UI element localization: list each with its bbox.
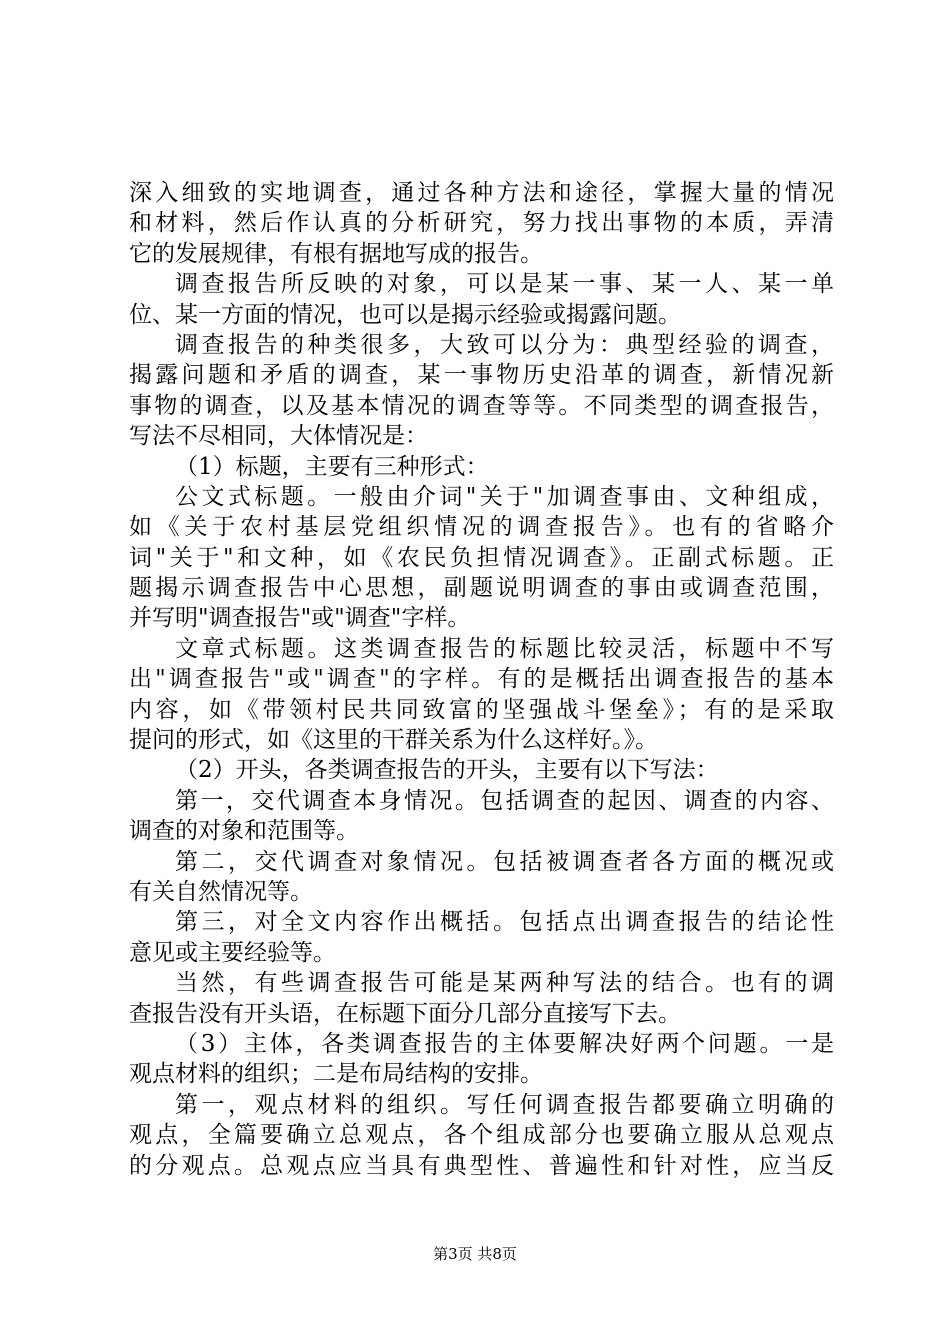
- text-line: 第一，观点材料的组织。写任何调查报告都要确立明确的: [175, 1091, 834, 1118]
- text-line: 的分观点。总观点应当具有典型性、普遍性和针对性，应当反: [129, 1152, 834, 1179]
- text-line: 并写明"调查报告"或"调查"字样。: [129, 605, 471, 632]
- text-line: （1）标题，主要有三种形式：: [175, 453, 489, 480]
- page-footer: 第3页 共8页: [433, 1245, 517, 1263]
- text-line: 写法不尽相同，大体情况是：: [129, 423, 428, 450]
- text-line: 当然，有些调查报告可能是某两种写法的结合。也有的调: [175, 970, 834, 997]
- text-line: 内容，如《带领村民共同致富的坚强战斗堡垒》；有的是采取: [129, 696, 834, 723]
- text-line: 它的发展规律，有根有据地写成的报告。: [129, 240, 543, 267]
- text-line: 查报告没有开头语，在标题下面分几部分直接写下去。: [129, 1000, 681, 1027]
- text-line: 第三，对全文内容作出概括。包括点出调查报告的结论性: [175, 909, 834, 936]
- text-line: 词"关于"和文种，如《农民负担情况调查》。正副式标题。正: [129, 544, 834, 571]
- text-line: 提问的形式，如《这里的干群关系为什么这样好。》。: [129, 727, 658, 754]
- text-line: 意见或主要经验等。: [129, 939, 336, 966]
- text-line: 位、某一方面的情况，也可以是揭示经验或揭露问题。: [129, 301, 681, 328]
- text-line: 调查的对象和范围等。: [129, 818, 359, 845]
- text-line: （3）主体，各类调查报告的主体要解决好两个问题。一是: [175, 1030, 834, 1057]
- text-line: 揭露问题和矛盾的调查，某一事物历史沿革的调查，新情况新: [129, 362, 834, 389]
- text-line: 观点材料的组织；二是布局结构的安排。: [129, 1061, 543, 1088]
- text-line: 事物的调查，以及基本情况的调查等等。不同类型的调查报告，: [129, 392, 834, 419]
- text-line: 观点，全篇要确立总观点，各个组成部分也要确立服从总观点: [129, 1122, 834, 1149]
- text-line: 调查报告的种类很多，大致可以分为：典型经验的调查，: [175, 331, 834, 358]
- document-body: [129, 178, 834, 1181]
- text-line: 文章式标题。这类调查报告的标题比较灵活，标题中不写: [175, 635, 834, 662]
- text-line: 第二，交代调查对象情况。包括被调查者各方面的概况或: [175, 848, 834, 875]
- text-line: 调查报告所反映的对象，可以是某一事、某一人、某一单: [175, 271, 834, 298]
- text-line: 题揭示调查报告中心思想，副题说明调查的事由或调查范围，: [129, 575, 834, 602]
- text-line: 出"调查报告"或"调查"的字样。有的是概括出调查报告的基本: [129, 666, 834, 693]
- text-line: 如《关于农村基层党组织情况的调查报告》。也有的省略介: [129, 514, 834, 541]
- text-line: 和材料，然后作认真的分析研究，努力找出事物的本质，弄清: [129, 210, 834, 237]
- text-line: 深入细致的实地调查，通过各种方法和途径，掌握大量的情况: [129, 180, 834, 206]
- text-line: 有关自然情况等。: [129, 878, 313, 905]
- text-line: （2）开头，各类调查报告的开头，主要有以下写法：: [175, 757, 719, 784]
- text-line: 第一，交代调查本身情况。包括调查的起因、调查的内容、: [175, 787, 834, 814]
- text-line: 公文式标题。一般由介词"关于"加调查事由、文种组成，: [175, 483, 834, 510]
